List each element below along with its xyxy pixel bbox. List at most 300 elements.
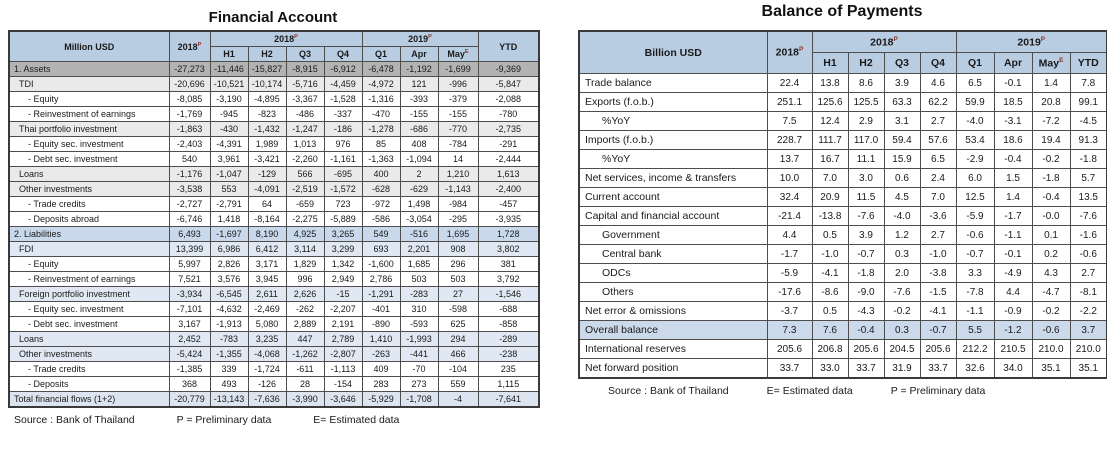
table-row [9, 77, 539, 92]
cell-value: 11.5 [848, 188, 884, 207]
cell-value: -5,929 [362, 392, 400, 408]
cell-value: 7.0 [920, 188, 956, 207]
column-group-2018: $2018^P$ [812, 31, 956, 53]
cell-value: 205.6 [848, 340, 884, 359]
cell-value: -337 [324, 107, 362, 122]
cell-value: 1,210 [438, 167, 478, 182]
cell-value: 3,171 [248, 257, 286, 272]
table-row [9, 347, 539, 362]
cell-value: 400 [362, 167, 400, 182]
cell-value: -20,696 [169, 77, 210, 92]
cell-value: 2.7 [920, 226, 956, 245]
cell-value: -186 [324, 122, 362, 137]
cell-value: 13.8 [812, 74, 848, 93]
cell-value: -770 [438, 122, 478, 137]
cell-value: 13.7 [767, 150, 812, 169]
cell-value: -7.8 [956, 283, 994, 302]
cell-value: 273 [400, 377, 438, 392]
cell-value: 2,889 [286, 317, 324, 332]
cell-value: -1.8 [1032, 169, 1070, 188]
column-header-h2: H2 [848, 53, 884, 74]
cell-value: 4.3 [1032, 264, 1070, 283]
cell-value: 5,997 [169, 257, 210, 272]
cell-value: -10,521 [210, 77, 248, 92]
column-header-2018-annual: $2018^P$ [767, 31, 812, 74]
column-header-apr: Apr [400, 47, 438, 62]
cell-value: 20.9 [812, 188, 848, 207]
cell-value: -784 [438, 137, 478, 152]
cell-value: 3,114 [286, 242, 324, 257]
cell-value: -8.1 [1070, 283, 1107, 302]
cell-value: -1.1 [956, 302, 994, 321]
cell-value: 1,115 [478, 377, 539, 392]
cell-value: -8,164 [248, 212, 286, 227]
cell-value: 4.4 [767, 226, 812, 245]
cell-value: -13.8 [812, 207, 848, 226]
cell-value: 15.9 [884, 150, 920, 169]
cell-value: 1,989 [248, 137, 286, 152]
cell-value: 3.9 [848, 226, 884, 245]
cell-value: -2,519 [286, 182, 324, 197]
cell-value: -3.8 [920, 264, 956, 283]
row-label: Net services, income & transfers [579, 169, 767, 188]
cell-value: -659 [286, 197, 324, 212]
cell-value: 2.4 [920, 169, 956, 188]
cell-value: -2,791 [210, 197, 248, 212]
cell-value: 14 [438, 152, 478, 167]
column-header-h1: H1 [812, 53, 848, 74]
cell-value: -7,636 [248, 392, 286, 408]
cell-value: -4,068 [248, 347, 286, 362]
cell-value: -6,912 [324, 62, 362, 77]
table-row [9, 302, 539, 317]
cell-value: -3,190 [210, 92, 248, 107]
cell-value: -0.6 [1032, 321, 1070, 340]
cell-value: 409 [362, 362, 400, 377]
row-label: Central bank [579, 245, 767, 264]
cell-value: -6,545 [210, 287, 248, 302]
cell-value: 2.7 [1070, 264, 1107, 283]
table-row [579, 207, 1107, 226]
cell-value: -1,863 [169, 122, 210, 137]
cell-value: -823 [248, 107, 286, 122]
cell-value: 996 [286, 272, 324, 287]
cell-value: 1.5 [994, 169, 1032, 188]
cell-value: -5,889 [324, 212, 362, 227]
cell-value: 32.6 [956, 359, 994, 379]
cell-value: -155 [400, 107, 438, 122]
column-header-q4: Q4 [324, 47, 362, 62]
cell-value: -154 [324, 377, 362, 392]
cell-value: -2,260 [286, 152, 324, 167]
cell-value: -586 [362, 212, 400, 227]
table-row [579, 131, 1107, 150]
table-row [9, 197, 539, 212]
table-row [579, 226, 1107, 245]
cell-value: 63.3 [884, 93, 920, 112]
table-row [579, 93, 1107, 112]
cell-value: 0.1 [1032, 226, 1070, 245]
cell-value: 7.5 [767, 112, 812, 131]
cell-value: -2.9 [956, 150, 994, 169]
cell-value: -15,827 [248, 62, 286, 77]
cell-value: -1,708 [400, 392, 438, 408]
preliminary-note: P = Preliminary data [890, 385, 986, 397]
cell-value: -628 [362, 182, 400, 197]
cell-value: -1,699 [438, 62, 478, 77]
cell-value: -1,572 [324, 182, 362, 197]
cell-value: -0.2 [1032, 302, 1070, 321]
cell-value: -1,697 [210, 227, 248, 242]
cell-value: 20.8 [1032, 93, 1070, 112]
row-label: Loans [9, 332, 169, 347]
cell-value: 908 [438, 242, 478, 257]
row-label: Exports (f.o.b.) [579, 93, 767, 112]
cell-value: 693 [362, 242, 400, 257]
cell-value: 11.1 [848, 150, 884, 169]
cell-value: 294 [438, 332, 478, 347]
cell-value: 7.6 [812, 321, 848, 340]
cell-value: -1.0 [920, 245, 956, 264]
cell-value: -4,459 [324, 77, 362, 92]
table-row [9, 137, 539, 152]
cell-value: -2,807 [324, 347, 362, 362]
cell-value: 3,167 [169, 317, 210, 332]
cell-value: 503 [400, 272, 438, 287]
cell-value: -401 [362, 302, 400, 317]
cell-value: 408 [400, 137, 438, 152]
cell-value: -1,355 [210, 347, 248, 362]
cell-value: -1,993 [400, 332, 438, 347]
row-label: %YoY [579, 112, 767, 131]
cell-value: -262 [286, 302, 324, 317]
cell-value: -1.6 [1070, 226, 1107, 245]
table-title-financial-account: Financial Account [208, 9, 338, 26]
cell-value: -1,247 [286, 122, 324, 137]
cell-value: -2.2 [1070, 302, 1107, 321]
cell-value: 1,829 [286, 257, 324, 272]
column-header-ytd: YTD [478, 31, 539, 62]
column-header-ytd: YTD [1070, 53, 1107, 74]
row-label: Capital and financial account [579, 207, 767, 226]
cell-value: 339 [210, 362, 248, 377]
column-group-2019: $2019^P$ [362, 31, 478, 47]
cell-value: -3,538 [169, 182, 210, 197]
cell-value: 6.5 [920, 150, 956, 169]
cell-value: -9,369 [478, 62, 539, 77]
cell-value: -379 [438, 92, 478, 107]
cell-value: -393 [400, 92, 438, 107]
row-label: TDI [9, 77, 169, 92]
cell-value: 7.0 [812, 169, 848, 188]
cell-value: -945 [210, 107, 248, 122]
table-row [9, 377, 539, 392]
cell-value: 3.0 [848, 169, 884, 188]
table-row [579, 245, 1107, 264]
cell-value: 6,412 [248, 242, 286, 257]
source-note: Source : Bank of Thailand [608, 385, 729, 397]
cell-value: 251.1 [767, 93, 812, 112]
cell-value: 33.0 [812, 359, 848, 379]
cell-value: -2,735 [478, 122, 539, 137]
cell-value: -0.2 [1032, 150, 1070, 169]
row-label: Trade balance [579, 74, 767, 93]
cell-value: 32.4 [767, 188, 812, 207]
cell-value: -3,054 [400, 212, 438, 227]
cell-value: 2,452 [169, 332, 210, 347]
cell-value: 33.7 [920, 359, 956, 379]
column-header-h2: H2 [248, 47, 286, 62]
cell-value: 1,728 [478, 227, 539, 242]
cell-value: 1,498 [400, 197, 438, 212]
cell-value: -430 [210, 122, 248, 137]
cell-value: -1,432 [248, 122, 286, 137]
table-row [9, 227, 539, 242]
cell-value: -4.3 [848, 302, 884, 321]
cell-value: -1,528 [324, 92, 362, 107]
cell-value: 493 [210, 377, 248, 392]
cell-value: -4,632 [210, 302, 248, 317]
cell-value: -441 [400, 347, 438, 362]
cell-value: -8,915 [286, 62, 324, 77]
cell-value: -1,262 [286, 347, 324, 362]
cell-value: -4 [438, 392, 478, 408]
cell-value: 2,949 [324, 272, 362, 287]
cell-value: 4,925 [286, 227, 324, 242]
cell-value: -1,363 [362, 152, 400, 167]
row-label: - Deposits [9, 377, 169, 392]
column-header-may: May$^E$ [1032, 53, 1070, 74]
cell-value: -20,779 [169, 392, 210, 408]
row-label: - Deposits abroad [9, 212, 169, 227]
cell-value: 310 [400, 302, 438, 317]
cell-value: -890 [362, 317, 400, 332]
cell-value: 6,493 [169, 227, 210, 242]
cell-value: -3,646 [324, 392, 362, 408]
cell-value: 3,961 [210, 152, 248, 167]
cell-value: 117.0 [848, 131, 884, 150]
row-label: - Trade credits [9, 197, 169, 212]
cell-value: 13,399 [169, 242, 210, 257]
column-group-2019: $2019^P$ [956, 31, 1107, 53]
cell-value: -1,278 [362, 122, 400, 137]
cell-value: 0.6 [884, 169, 920, 188]
table-row [579, 169, 1107, 188]
column-header-q1: Q1 [362, 47, 400, 62]
cell-value: 3,265 [324, 227, 362, 242]
cell-value: -3.1 [994, 112, 1032, 131]
row-label: FDI [9, 242, 169, 257]
cell-value: 210.5 [994, 340, 1032, 359]
cell-value: -5,847 [478, 77, 539, 92]
cell-value: -0.7 [848, 245, 884, 264]
cell-value: 7.3 [767, 321, 812, 340]
row-label: Others [579, 283, 767, 302]
table-row [579, 321, 1107, 340]
row-label: - Debt sec. investment [9, 152, 169, 167]
cell-value: 6.5 [956, 74, 994, 93]
table-row [579, 302, 1107, 321]
column-group-2018: $2018^P$ [210, 31, 362, 47]
financial-account-panel [8, 0, 538, 426]
cell-value: -1.7 [767, 245, 812, 264]
cell-value: -629 [400, 182, 438, 197]
cell-value: 228.7 [767, 131, 812, 150]
cell-value: -4.0 [956, 112, 994, 131]
cell-value: -4.5 [1070, 112, 1107, 131]
cell-value: -0.1 [994, 74, 1032, 93]
financial-account-table [8, 30, 540, 408]
cell-value: -1,724 [248, 362, 286, 377]
cell-value: 549 [362, 227, 400, 242]
cell-value: -984 [438, 197, 478, 212]
cell-value: -4,091 [248, 182, 286, 197]
cell-value: -0.7 [956, 245, 994, 264]
cell-value: -1,316 [362, 92, 400, 107]
cell-value: -238 [478, 347, 539, 362]
table-row [9, 182, 539, 197]
cell-value: 27 [438, 287, 478, 302]
cell-value: -7.6 [1070, 207, 1107, 226]
row-label: - Equity [9, 257, 169, 272]
estimated-note: E= Estimated data [766, 385, 853, 397]
table-row [9, 92, 539, 107]
cell-value: 64 [248, 197, 286, 212]
cell-value: -0.2 [884, 302, 920, 321]
table-row [9, 317, 539, 332]
cell-value: 28 [286, 377, 324, 392]
column-header-h1: H1 [210, 47, 248, 62]
cell-value: 35.1 [1070, 359, 1107, 379]
cell-value: 31.9 [884, 359, 920, 379]
cell-value: -5,716 [286, 77, 324, 92]
cell-value: -6,746 [169, 212, 210, 227]
cell-value: -3,934 [169, 287, 210, 302]
cell-value: -7,641 [478, 392, 539, 408]
row-label: Foreign portfolio investment [9, 287, 169, 302]
cell-value: -1,769 [169, 107, 210, 122]
cell-value: -17.6 [767, 283, 812, 302]
row-label: Loans [9, 167, 169, 182]
cell-value: -6,478 [362, 62, 400, 77]
cell-value: -1,161 [324, 152, 362, 167]
cell-value: -1,143 [438, 182, 478, 197]
cell-value: -695 [324, 167, 362, 182]
cell-value: -0.7 [920, 321, 956, 340]
cell-value: -3.6 [920, 207, 956, 226]
table-title-balance-of-payments: Balance of Payments [761, 3, 923, 20]
cell-value: 18.5 [994, 93, 1032, 112]
cell-value: 1,613 [478, 167, 539, 182]
cell-value: -4.1 [812, 264, 848, 283]
cell-value: 0.3 [884, 245, 920, 264]
cell-value: -4.9 [994, 264, 1032, 283]
cell-value: 466 [438, 347, 478, 362]
cell-value: 18.6 [994, 131, 1032, 150]
row-label: - Reinvestment of earnings [9, 107, 169, 122]
cell-value: -8.6 [812, 283, 848, 302]
table-footnote [14, 414, 538, 426]
cell-value: -2,275 [286, 212, 324, 227]
table-row [579, 188, 1107, 207]
cell-value: -783 [210, 332, 248, 347]
cell-value: 381 [478, 257, 539, 272]
unit-label: Million USD [9, 31, 169, 62]
cell-value: -0.6 [956, 226, 994, 245]
cell-value: -15 [324, 287, 362, 302]
cell-value: 34.0 [994, 359, 1032, 379]
cell-value: 2.9 [848, 112, 884, 131]
table-row [9, 212, 539, 227]
cell-value: -3,421 [248, 152, 286, 167]
cell-value: 16.7 [812, 150, 848, 169]
cell-value: -1,113 [324, 362, 362, 377]
row-label: - Equity sec. investment [9, 302, 169, 317]
cell-value: -4,972 [362, 77, 400, 92]
cell-value: -0.0 [1032, 207, 1070, 226]
cell-value: -1,047 [210, 167, 248, 182]
cell-value: 33.7 [767, 359, 812, 379]
cell-value: 1.4 [994, 188, 1032, 207]
cell-value: -126 [248, 377, 286, 392]
table-row [9, 62, 539, 77]
balance-of-payments-table [578, 30, 1107, 379]
cell-value: -4.1 [920, 302, 956, 321]
cell-value: 2,626 [286, 287, 324, 302]
row-label: %YoY [579, 150, 767, 169]
cell-value: 111.7 [812, 131, 848, 150]
cell-value: 503 [438, 272, 478, 287]
cell-value: -4,391 [210, 137, 248, 152]
cell-value: -1,176 [169, 167, 210, 182]
row-label: Net error & omissions [579, 302, 767, 321]
cell-value: 447 [286, 332, 324, 347]
cell-value: -9.0 [848, 283, 884, 302]
cell-value: 3,235 [248, 332, 286, 347]
cell-value: 368 [169, 377, 210, 392]
cell-value: -1,546 [478, 287, 539, 302]
cell-value: 8,190 [248, 227, 286, 242]
row-label: - Debt sec. investment [9, 317, 169, 332]
cell-value: -470 [362, 107, 400, 122]
cell-value: -457 [478, 197, 539, 212]
cell-value: 3,299 [324, 242, 362, 257]
cell-value: -0.4 [1032, 188, 1070, 207]
column-header-q4: Q4 [920, 53, 956, 74]
cell-value: 19.4 [1032, 131, 1070, 150]
cell-value: -2,400 [478, 182, 539, 197]
cell-value: 212.2 [956, 340, 994, 359]
cell-value: 976 [324, 137, 362, 152]
cell-value: 2.7 [920, 112, 956, 131]
cell-value: -3,990 [286, 392, 324, 408]
cell-value: 2 [400, 167, 438, 182]
cell-value: -1.1 [994, 226, 1032, 245]
row-label: Other investments [9, 182, 169, 197]
cell-value: 121 [400, 77, 438, 92]
cell-value: -13,143 [210, 392, 248, 408]
cell-value: 125.6 [812, 93, 848, 112]
cell-value: 59.9 [956, 93, 994, 112]
row-label: - Reinvestment of earnings [9, 272, 169, 287]
cell-value: -2,403 [169, 137, 210, 152]
cell-value: 210.0 [1070, 340, 1107, 359]
cell-value: -598 [438, 302, 478, 317]
row-label: Imports (f.o.b.) [579, 131, 767, 150]
cell-value: 559 [438, 377, 478, 392]
cell-value: -611 [286, 362, 324, 377]
table-row [9, 107, 539, 122]
